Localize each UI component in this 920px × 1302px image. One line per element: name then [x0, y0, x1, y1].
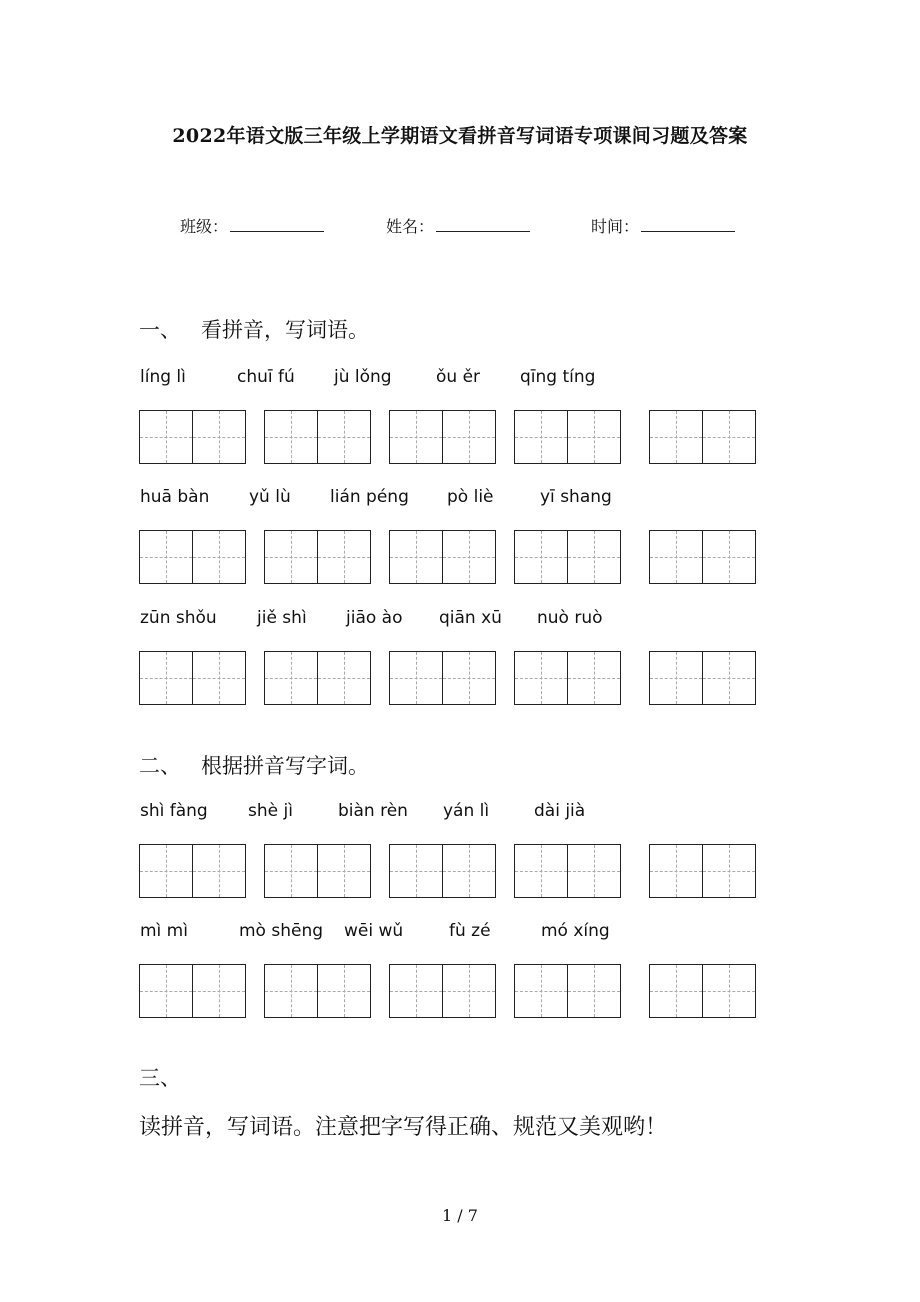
character-cell[interactable]	[650, 652, 703, 704]
writing-box-row	[139, 844, 759, 898]
word-writing-box[interactable]	[264, 651, 371, 705]
pinyin-prompt: jù lǒng	[334, 367, 392, 387]
word-writing-box[interactable]	[649, 651, 756, 705]
word-writing-box[interactable]	[389, 964, 496, 1018]
character-cell[interactable]	[650, 845, 703, 897]
name-field	[386, 214, 530, 237]
section-3-number: 三、	[139, 1066, 181, 1090]
pinyin-prompt: qiān xū	[439, 608, 502, 628]
word-writing-box[interactable]	[514, 964, 621, 1018]
word-writing-box[interactable]	[264, 530, 371, 584]
pinyin-prompt: yī shang	[540, 487, 612, 507]
word-writing-box[interactable]	[514, 530, 621, 584]
character-cell[interactable]	[390, 652, 443, 704]
section-2-title: 根据拼音写字词。	[201, 754, 369, 778]
character-cell[interactable]	[140, 652, 193, 704]
character-cell[interactable]	[318, 965, 370, 1017]
word-writing-box[interactable]	[389, 410, 496, 464]
pinyin-prompt: ǒu ěr	[436, 367, 481, 387]
pinyin-row	[140, 487, 780, 511]
word-writing-box[interactable]	[139, 530, 246, 584]
writing-box-row	[139, 530, 759, 584]
class-label: 班级：	[180, 217, 229, 236]
pinyin-prompt: jiě shì	[257, 608, 307, 628]
character-cell[interactable]	[265, 965, 318, 1017]
word-writing-box[interactable]	[649, 964, 756, 1018]
document-title: 2022年语文版三年级上学期语文看拼音写词语专项课间习题及答案	[172, 125, 748, 147]
writing-box-row	[139, 964, 759, 1018]
character-cell[interactable]	[193, 965, 245, 1017]
character-cell[interactable]	[318, 411, 370, 463]
pinyin-row	[140, 801, 780, 825]
writing-box-row	[139, 410, 759, 464]
pinyin-prompt: jiāo ào	[346, 608, 403, 628]
pinyin-prompt: mó xíng	[541, 921, 610, 941]
word-writing-box[interactable]	[649, 530, 756, 584]
word-writing-box[interactable]	[264, 964, 371, 1018]
word-writing-box[interactable]	[389, 651, 496, 705]
time-label: 时间：	[591, 217, 640, 236]
pinyin-prompt: huā bàn	[140, 487, 210, 507]
pinyin-row	[140, 367, 780, 391]
character-cell[interactable]	[650, 965, 703, 1017]
pinyin-prompt: zūn shǒu	[140, 608, 217, 628]
time-blank[interactable]	[641, 214, 735, 232]
character-cell[interactable]	[443, 531, 495, 583]
section-1-number: 一、	[139, 318, 181, 342]
character-cell[interactable]	[703, 965, 755, 1017]
section-3-heading	[139, 1062, 201, 1092]
pinyin-row	[140, 608, 780, 632]
word-writing-box[interactable]	[139, 410, 246, 464]
character-cell[interactable]	[265, 531, 318, 583]
pinyin-prompt: lián péng	[330, 487, 409, 507]
character-cell[interactable]	[515, 411, 568, 463]
character-cell[interactable]	[193, 531, 245, 583]
character-cell[interactable]	[265, 652, 318, 704]
character-cell[interactable]	[390, 845, 443, 897]
character-cell[interactable]	[443, 965, 495, 1017]
character-cell[interactable]	[568, 965, 620, 1017]
character-cell[interactable]	[443, 845, 495, 897]
pinyin-prompt: shì fàng	[140, 801, 208, 821]
word-writing-box[interactable]	[139, 844, 246, 898]
character-cell[interactable]	[568, 411, 620, 463]
word-writing-box[interactable]	[514, 410, 621, 464]
word-writing-box[interactable]	[389, 844, 496, 898]
character-cell[interactable]	[140, 411, 193, 463]
character-cell[interactable]	[703, 652, 755, 704]
character-cell[interactable]	[318, 652, 370, 704]
character-cell[interactable]	[390, 411, 443, 463]
character-cell[interactable]	[140, 965, 193, 1017]
word-writing-box[interactable]	[514, 844, 621, 898]
character-cell[interactable]	[318, 531, 370, 583]
character-cell[interactable]	[193, 845, 245, 897]
character-cell[interactable]	[568, 845, 620, 897]
section-2-heading	[139, 750, 369, 780]
character-cell[interactable]	[515, 652, 568, 704]
student-info-row	[180, 214, 780, 240]
word-writing-box[interactable]	[649, 844, 756, 898]
character-cell[interactable]	[568, 531, 620, 583]
pinyin-prompt: wēi wǔ	[344, 921, 404, 941]
pinyin-prompt: mò shēng	[239, 921, 324, 941]
word-writing-box[interactable]	[389, 530, 496, 584]
time-field	[591, 214, 735, 237]
section-1-title: 看拼音，写词语。	[201, 318, 369, 342]
character-cell[interactable]	[443, 411, 495, 463]
character-cell[interactable]	[193, 411, 245, 463]
pinyin-row	[140, 921, 780, 945]
word-writing-box[interactable]	[139, 964, 246, 1018]
character-cell[interactable]	[443, 652, 495, 704]
character-cell[interactable]	[390, 531, 443, 583]
pinyin-prompt: mì mì	[140, 921, 188, 941]
character-cell[interactable]	[265, 411, 318, 463]
character-cell[interactable]	[193, 652, 245, 704]
section-1-heading	[139, 314, 369, 344]
section-2-number: 二、	[139, 754, 181, 778]
character-cell[interactable]	[515, 965, 568, 1017]
writing-box-row	[139, 651, 759, 705]
pinyin-prompt: shè jì	[248, 801, 293, 821]
class-field	[180, 214, 324, 237]
pinyin-prompt: yǔ lù	[249, 487, 291, 507]
character-cell[interactable]	[703, 531, 755, 583]
name-label: 姓名：	[386, 217, 435, 236]
pinyin-prompt: yán lì	[443, 801, 490, 821]
pinyin-prompt: qīng tíng	[520, 367, 596, 387]
pinyin-prompt: dài jià	[534, 801, 586, 821]
page-number: 1 / 7	[442, 1206, 478, 1225]
word-writing-box[interactable]	[264, 410, 371, 464]
character-cell[interactable]	[390, 965, 443, 1017]
character-cell[interactable]	[703, 845, 755, 897]
word-writing-box[interactable]	[649, 410, 756, 464]
character-cell[interactable]	[140, 845, 193, 897]
word-writing-box[interactable]	[139, 651, 246, 705]
character-cell[interactable]	[568, 652, 620, 704]
pinyin-prompt: chuī fú	[237, 367, 295, 387]
pinyin-prompt: líng lì	[140, 367, 186, 387]
pinyin-prompt: fù zé	[449, 921, 491, 941]
pinyin-prompt: biàn rèn	[338, 801, 408, 821]
character-cell[interactable]	[318, 845, 370, 897]
pinyin-prompt: pò liè	[447, 487, 494, 507]
character-cell[interactable]	[703, 411, 755, 463]
character-cell[interactable]	[140, 531, 193, 583]
character-cell[interactable]	[515, 531, 568, 583]
name-blank[interactable]	[436, 214, 530, 232]
word-writing-box[interactable]	[264, 844, 371, 898]
pinyin-prompt: nuò ruò	[537, 608, 603, 628]
character-cell[interactable]	[515, 845, 568, 897]
word-writing-box[interactable]	[514, 651, 621, 705]
class-blank[interactable]	[230, 214, 324, 232]
character-cell[interactable]	[650, 411, 703, 463]
section-3-instruction: 读拼音，写词语。注意把字写得正确、规范又美观哟！	[139, 1115, 668, 1140]
character-cell[interactable]	[265, 845, 318, 897]
character-cell[interactable]	[650, 531, 703, 583]
